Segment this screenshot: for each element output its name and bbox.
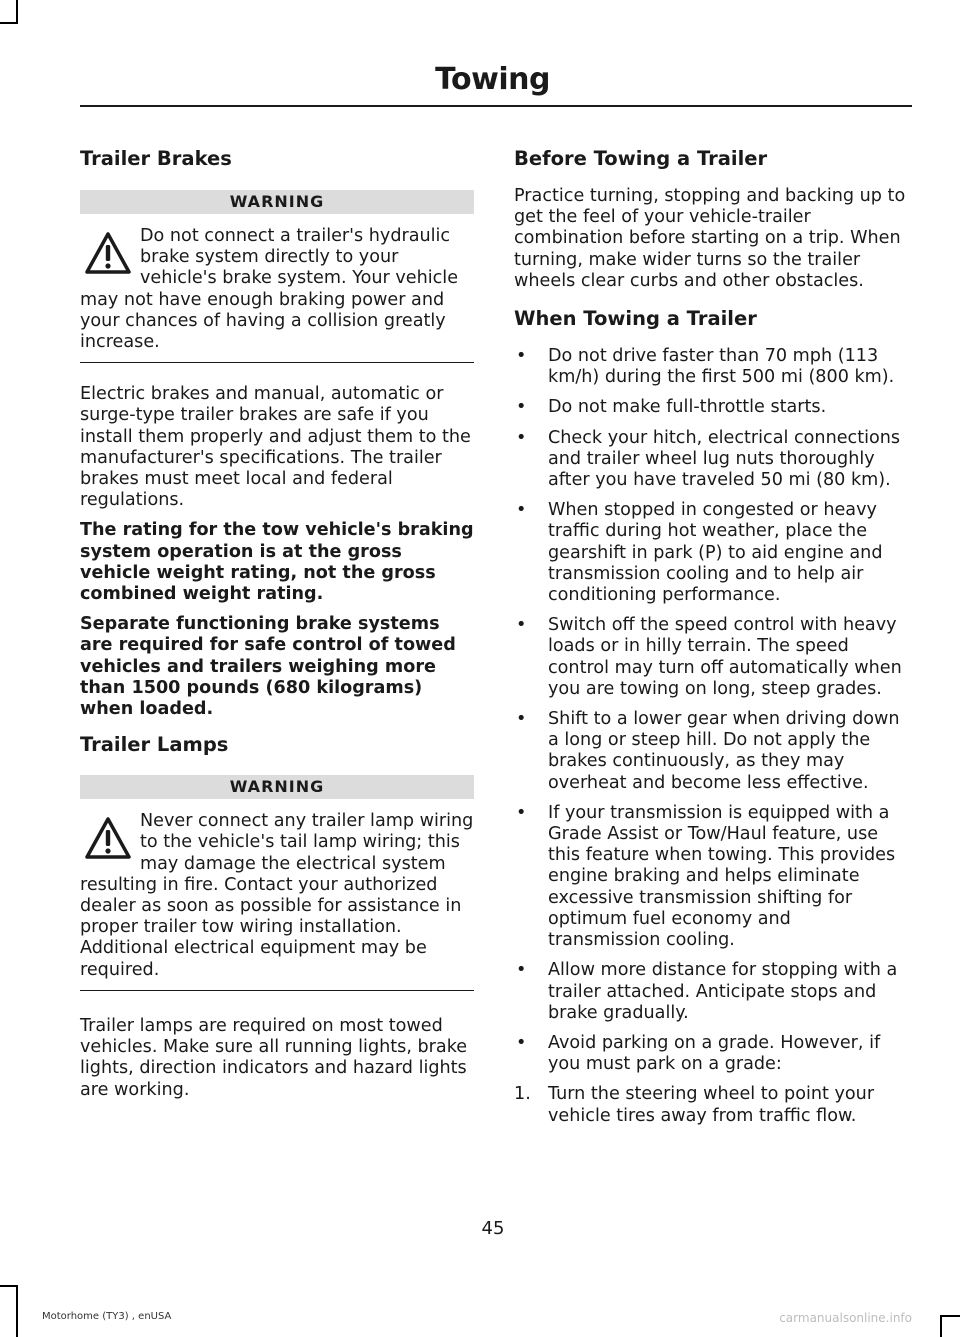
list-item-text: Do not make full-throttle starts.	[548, 397, 827, 418]
section-title-trailer-lamps: Trailer Lamps	[80, 733, 229, 757]
list-item	[514, 346, 908, 388]
bullet-icon: •	[516, 346, 527, 367]
page-title: Towing	[435, 62, 550, 97]
bullet-icon: •	[516, 960, 527, 981]
warning-box	[80, 190, 474, 363]
numbered-list	[514, 1084, 908, 1126]
section-title-before-towing: Before Towing a Trailer	[514, 147, 768, 170]
paragraph: Practice turning, stopping and backing up to get the feel of your vehicle-trailer combination before starting on a trip. When turning, make wider turns so the trailer wheels clear curbs and other obstacles.	[514, 186, 906, 291]
paragraph: Electric brakes and manual, automatic or surge-type trailer brakes are safe if you install them properly and adjust them to the manufacturer's specifications. The trailer brakes must meet local and federal regulations.	[80, 384, 471, 511]
bullet-icon: •	[516, 615, 527, 636]
list-item-text: Avoid parking on a grade. However, if you must park on a grade:	[548, 1032, 881, 1075]
list-item	[514, 1084, 908, 1126]
list-item	[514, 803, 908, 951]
bold-paragraph: The rating for the tow vehicle's braking system operation is at the gross vehicle weight rating, not the gross combined weight rating.	[80, 520, 474, 605]
paragraph: Trailer lamps are required on most towed vehicles. Make sure all running lights, brake lights, direction indicators and hazard lights are working.	[80, 1015, 468, 1100]
bullet-list	[514, 346, 908, 1075]
crop-mark	[16, 1285, 18, 1337]
bullet-icon: •	[516, 427, 527, 448]
bold-paragraph: Separate functioning brake systems are required for safe control of towed vehicles and trailers weighing more than 1500 pounds (680 kilograms) when loaded.	[80, 614, 456, 720]
list-item	[514, 709, 908, 794]
crop-mark	[0, 1285, 18, 1287]
watermark: carmanualsonline.info	[779, 1311, 912, 1325]
footer-doc-id: Motorhome (TY3) , enUSA	[42, 1311, 172, 1322]
right-column	[514, 140, 908, 1127]
warning-triangle-icon	[84, 815, 132, 861]
list-item-text: If your transmission is equipped with a Grade Assist or Tow/Haul feature, use this feature when towing. This provides engine braking and helps eliminate excessive transmission shifting for optimum fuel economy and transmission cooling.	[548, 802, 896, 951]
warning-rule	[80, 362, 474, 363]
list-item	[514, 615, 908, 700]
warning-text: Never connect any trailer lamp wiring to the vehicle's tail lamp wiring; this may damage the electrical system resulting in fire. Contact your authorized dealer as soon as possible for assistance in proper trailer tow wiring installation. Additional electrical equipment may be required.	[80, 811, 474, 980]
crop-mark	[16, 0, 18, 22]
section-title-trailer-brakes: Trailer Brakes	[80, 147, 232, 170]
crop-mark	[0, 22, 18, 24]
title-rule	[80, 105, 912, 107]
warning-body	[80, 811, 474, 981]
list-item-text: Turn the steering wheel to point your vehicle tires away from traffic flow.	[548, 1084, 875, 1126]
warning-label: WARNING	[80, 775, 474, 799]
step-number: 1.	[514, 1084, 531, 1105]
warning-triangle-icon	[84, 230, 132, 276]
list-item-text: Check your hitch, electrical connections and trailer wheel lug nuts thoroughly after you have traveled 50 mi (80 km).	[548, 427, 901, 491]
list-item	[514, 428, 908, 492]
warning-box	[80, 775, 474, 991]
list-item	[514, 500, 908, 606]
list-item	[514, 397, 908, 418]
warning-text: Do not connect a trailer's hydraulic brake system directly to your vehicle's brake system. Your vehicle may not have enough braking power and your chances of having a collision greatly increase.	[80, 226, 459, 353]
bullet-icon: •	[516, 1032, 527, 1053]
left-column	[80, 140, 474, 1101]
page-number: 45	[481, 1218, 505, 1239]
list-item	[514, 960, 908, 1024]
warning-rule	[80, 990, 474, 991]
crop-mark	[940, 1315, 942, 1337]
list-item-text: Allow more distance for stopping with a trailer attached. Anticipate stops and brake gradually.	[548, 960, 898, 1023]
bullet-icon: •	[516, 709, 527, 730]
warning-label: WARNING	[80, 190, 474, 214]
list-item	[514, 1033, 908, 1075]
bullet-icon: •	[516, 500, 527, 521]
list-item-text: Do not drive faster than 70 mph (113 km/h) during the first 500 mi (800 km).	[548, 346, 895, 388]
bullet-icon: •	[516, 397, 527, 418]
bullet-icon: •	[516, 802, 527, 823]
list-item-text: Switch off the speed control with heavy loads or in hilly terrain. The speed control may turn off automatically when you are towing on long, steep grades.	[548, 615, 902, 699]
warning-body	[80, 226, 474, 353]
list-item-text: When stopped in congested or heavy traffic during hot weather, place the gearshift in park (P) to aid engine and transmission cooling and to help air conditioning performance.	[548, 500, 883, 606]
section-title-when-towing: When Towing a Trailer	[514, 307, 757, 331]
list-item-text: Shift to a lower gear when driving down a long or steep hill. Do not apply the brakes continuously, as they may overheat and become less effective.	[548, 709, 900, 793]
crop-mark	[940, 1315, 960, 1317]
